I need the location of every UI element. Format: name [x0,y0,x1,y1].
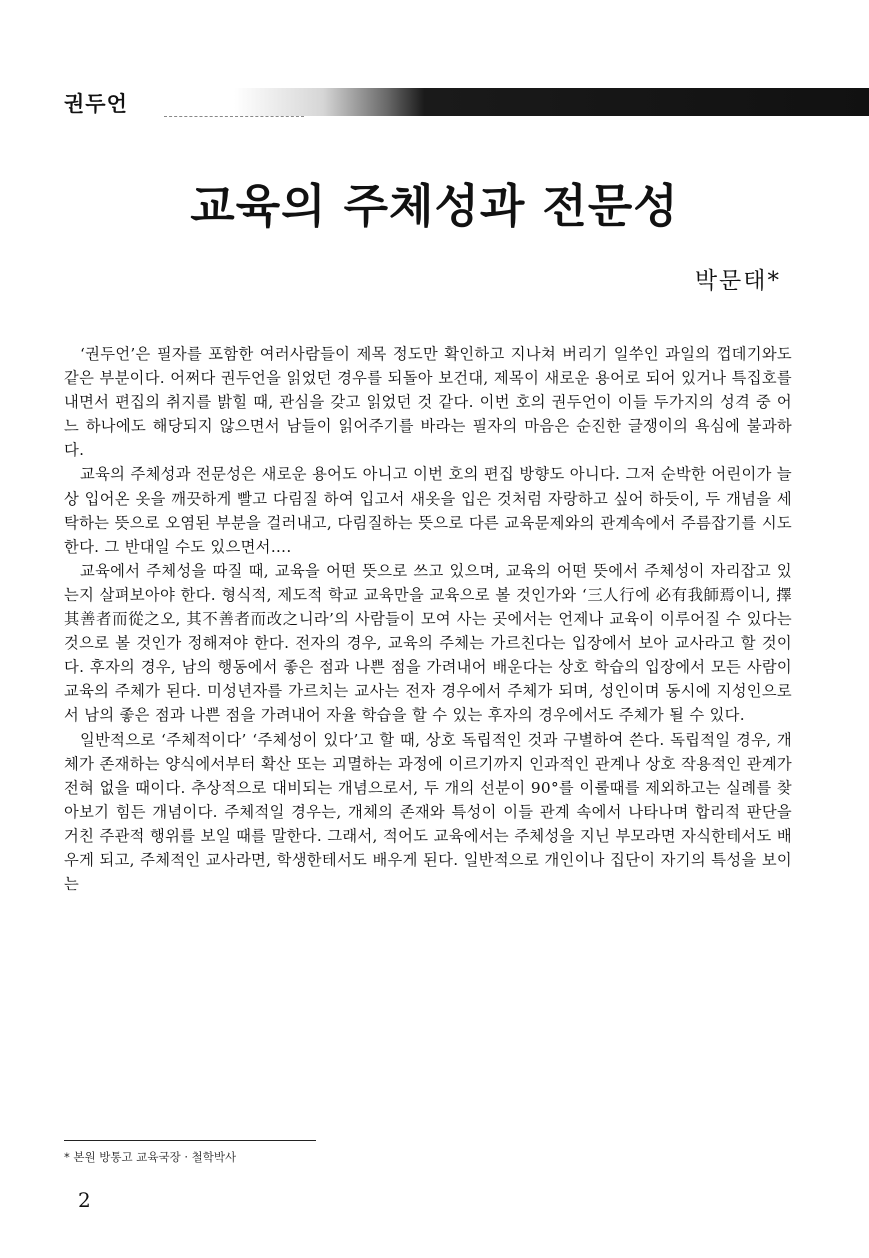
section-label: 권두언 [64,92,128,116]
article-body [64,342,792,896]
paragraph-1: ‘권두언’은 필자를 포함한 여러사람들이 제목 정도만 확인하고 지나쳐 버리기 일쑤인 과일의 껍데기와도 같은 부분이다. 어쩌다 권두언을 읽었던 경우를 되돌아 보건대, 제목이 새로운 용어로 되어 있거나 특집호를 내면서 편집의 취지를 밝힐 때, 관심을 갖고 읽었던 것 같다. 이번 호의 권두언이 이들 두가지의 성격 중 어느 하나에도 해당되지 않으면서 남들이 읽어주기를 바라는 필자의 마음은 순진한 글쟁이의 욕심에 불과하다. [64,345,792,460]
paragraph-4: 일반적으로 ‘주체적이다’ ‘주체성이 있다’고 할 때, 상호 독립적인 것과 구별하여 쓴다. 독립적일 경우, 개체가 존재하는 양식에서부터 확산 또는 괴멸하는 과정에 이르기까지 인과적인 관계나 상호 작용적인 관계가 전혀 없을 때이다. 추상적으로 대비되는 개념으로서, 두 개의 선분이 90°를 이룰때를 제외하고는 실례를 찾아보기 힘든 개념이다. 주체적일 경우는, 개체의 존재와 특성이 이들 관계 속에서 나타나며 합리적 판단을 거친 주관적 행위를 보일 때를 말한다. 그래서, 적어도 교육에서는 주체성을 지닌 부모라면 자식한테서도 배우게 되고, 주체적인 교사라면, 학생한테서도 배우게 된다. 일반적으로 개인이나 집단이 자기의 특성을 보이는 [64,730,792,894]
paragraph-3: 교육에서 주체성을 따질 때, 교육을 어떤 뜻으로 쓰고 있으며, 교육의 어떤 뜻에서 주체성이 자리잡고 있는지 살펴보아야 한다. 형식적, 제도적 학교 교육만을 교육으로 볼 것인가와 ‘三人行에 必有我師焉이니, 擇其善者而從之오, 其不善者而改之니라’의 사람들이 모여 사는 곳에서는 언제나 교육이 이루어질 수 있다는 것으로 볼 것인가 정해져야 한다. 전자의 경우, 교육의 주체는 가르친다는 입장에서 보아 교사라고 할 것이다. 후자의 경우, 남의 행동에서 좋은 점과 나쁜 점을 가려내어 배운다는 상호 학습의 입장에서 모든 사람이 교육의 주체가 된다. 미성년자를 가르치는 교사는 전자 경우에서 주체가 되며, 성인이며 동시에 지성인으로서 남의 좋은 점과 나쁜 점을 가려내어 자율 학습을 할 수 있는 후자의 경우에서도 주체가 될 수 있다. [64,561,792,725]
footnote-divider [64,1140,316,1141]
page-number: 2 [78,1188,91,1212]
section-header [64,86,869,120]
header-dashed-rule [164,116,304,117]
article-author: 박문태* [694,268,781,294]
header-gradient-bar [234,88,869,116]
article-title: 교육의 주체성과 전문성 [190,179,679,233]
footnote: * 본원 방통고 교육국장 · 철학박사 [64,1150,237,1164]
paragraph-2: 교육의 주체성과 전문성은 새로운 용어도 아니고 이번 호의 편집 방향도 아니다. 그저 순박한 어린이가 늘상 입어온 옷을 깨끗하게 빨고 다림질 하여 입고서 새옷을 입은 것처럼 자랑하고 싶어 하듯이, 두 개념을 세탁하는 뜻으로 오염된 부분을 걸러내고, 다림질하는 뜻으로 다른 교육문제와의 관계속에서 주름잡기를 시도한다. 그 반대일 수도 있으면서…. [64,465,792,556]
